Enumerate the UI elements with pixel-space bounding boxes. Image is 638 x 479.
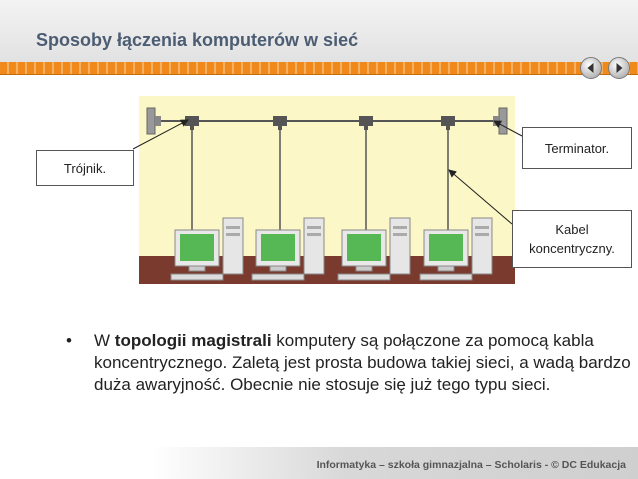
cable-label-line1: Kabel bbox=[555, 222, 589, 237]
tee-label: Trójnik. bbox=[36, 150, 134, 186]
slide-title: Sposoby łączenia komputerów w sieć bbox=[36, 30, 359, 50]
slide-footer bbox=[150, 447, 638, 479]
footer-text: Informatyka – szkoła gimnazjalna – Scholaris - © DC Edukacja bbox=[316, 459, 626, 471]
bullet-marker: • bbox=[66, 331, 72, 350]
tee-arrow bbox=[133, 120, 188, 149]
cable-label bbox=[512, 210, 632, 268]
text-intro: W bbox=[94, 331, 115, 350]
terminator-label: Terminator. bbox=[522, 127, 632, 169]
bold-term: topologii magistrali bbox=[114, 331, 272, 350]
bullet-paragraph bbox=[94, 330, 634, 396]
terminator-arrow bbox=[494, 121, 522, 136]
text-rest: komputery są połączone za pomocą kabla koncentrycznego. Zaletą jest prosta budowa takiej sieci, a wadą bardzo duża awaryjność. Obecnie nie stosuje się już tego typu sieci. bbox=[94, 331, 631, 394]
cable-label-line2: koncentryczny. bbox=[529, 241, 615, 256]
cable-arrow bbox=[449, 170, 512, 224]
